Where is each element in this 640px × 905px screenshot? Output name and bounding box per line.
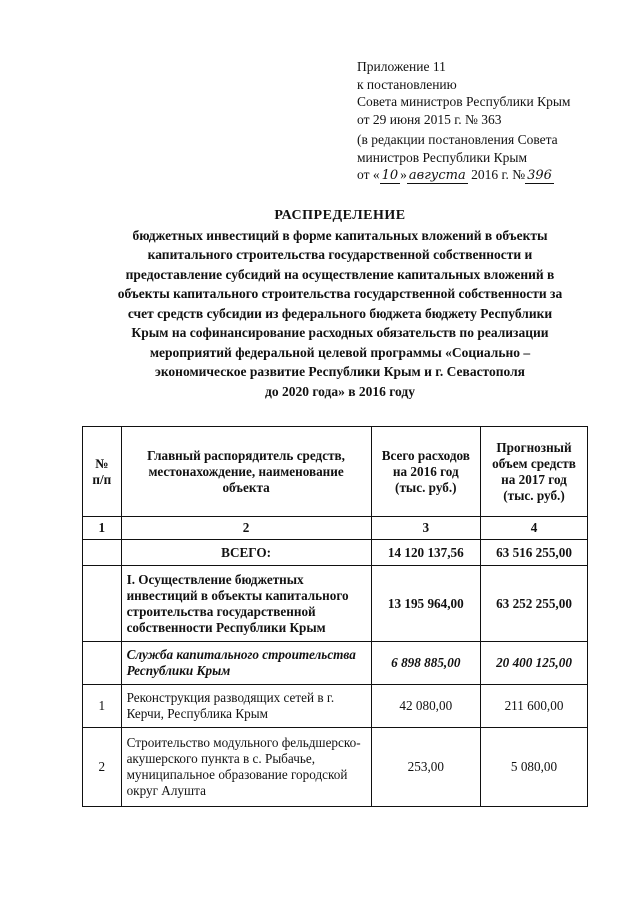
total-num: [83, 540, 122, 566]
budget-table: [82, 426, 588, 807]
col-number: 2: [121, 517, 371, 540]
appendix-line: от 29 июня 2015 г. № 363: [357, 111, 502, 127]
title-line: Крым на софинансирование расходных обязательств по реализации: [131, 325, 549, 340]
total-2016: 14 120 137,56: [371, 540, 480, 566]
title-line: мероприятий федеральной целевой программы «Социально –: [149, 344, 531, 360]
row-num: 1: [83, 685, 122, 728]
column-number-row: [83, 517, 588, 540]
date-year: 2016 г. №: [471, 167, 526, 182]
title-line: счет средств субсидии из федерального бюджета бюджету Республики: [127, 305, 553, 321]
col-number: 4: [481, 517, 588, 540]
section-2016: 13 195 964,00: [371, 566, 480, 642]
title-line: объекты капитального строительства государственной собственности за: [117, 286, 563, 301]
appendix-line: Совета министров Республики Крым: [357, 94, 571, 109]
total-2017: 63 516 255,00: [481, 540, 588, 566]
title-line: капитального строительства государственной собственности и: [147, 247, 533, 262]
date-mid: »: [400, 167, 407, 182]
handwritten-day: 10: [381, 168, 399, 183]
total-row: [83, 540, 588, 566]
header-2017: Прогнозный объем средств на 2017 год (тыс. руб.): [481, 427, 588, 517]
appendix-block: [357, 58, 570, 184]
handwritten-number: 396: [527, 168, 552, 183]
row-2016: 42 080,00: [371, 685, 480, 728]
col-number: 3: [371, 517, 480, 540]
header-num: № п/п: [83, 427, 122, 517]
appendix-line: Приложение 11: [357, 59, 446, 74]
col-number: 1: [83, 517, 122, 540]
table-row: [83, 685, 588, 728]
appendix-line: (в редакции постановления Совета: [357, 132, 558, 147]
title-line: предоставление субсидий на осуществление капитальных вложений в: [125, 266, 555, 282]
title-line: бюджетных инвестиций в форме капитальных вложений в объекты: [132, 227, 548, 243]
subsection-label: Служба капитального строительства Республики Крым: [121, 642, 371, 685]
row-name: Строительство модульного фельдшерско-акушерского пункта в с. Рыбачье, муниципальное образование городской округ Алушта: [121, 728, 371, 807]
subsection-2016: 6 898 885,00: [371, 642, 480, 685]
handwritten-month: августа: [408, 168, 466, 183]
subsection-num: [83, 642, 122, 685]
row-name: Реконструкция разводящих сетей в г. Керчи, Республика Крым: [121, 685, 371, 728]
header-2016: Всего расходов на 2016 год (тыс. руб.): [371, 427, 480, 517]
title-line: до 2020 года» в 2016 году: [265, 383, 415, 399]
section-num: [83, 566, 122, 642]
title-line: экономическое развитие Республики Крым и г. Севастополя: [155, 364, 525, 379]
row-num: 2: [83, 728, 122, 807]
row-2016: 253,00: [371, 728, 480, 807]
appendix-date-line: [357, 166, 570, 184]
section-row: [83, 566, 588, 642]
header-name: Главный распорядитель средств, местонахождение, наименование объекта: [121, 427, 371, 517]
subsection-2017: 20 400 125,00: [481, 642, 588, 685]
title-heading: РАСПРЕДЕЛЕНИЕ: [274, 208, 406, 223]
document-title: [95, 206, 585, 401]
subsection-row: [83, 642, 588, 685]
date-prefix: от «: [357, 167, 380, 182]
header-row: [83, 427, 588, 517]
appendix-line: к постановлению: [357, 76, 457, 92]
row-2017: 211 600,00: [481, 685, 588, 728]
appendix-line: министров Республики Крым: [357, 149, 527, 165]
section-2017: 63 252 255,00: [481, 566, 588, 642]
table-row: [83, 728, 588, 807]
row-2017: 5 080,00: [481, 728, 588, 807]
total-label: ВСЕГО:: [121, 540, 371, 566]
section-label: I. Осуществление бюджетных инвестиций в объекты капитального строительства государственной собственности Республики Крым: [121, 566, 371, 642]
